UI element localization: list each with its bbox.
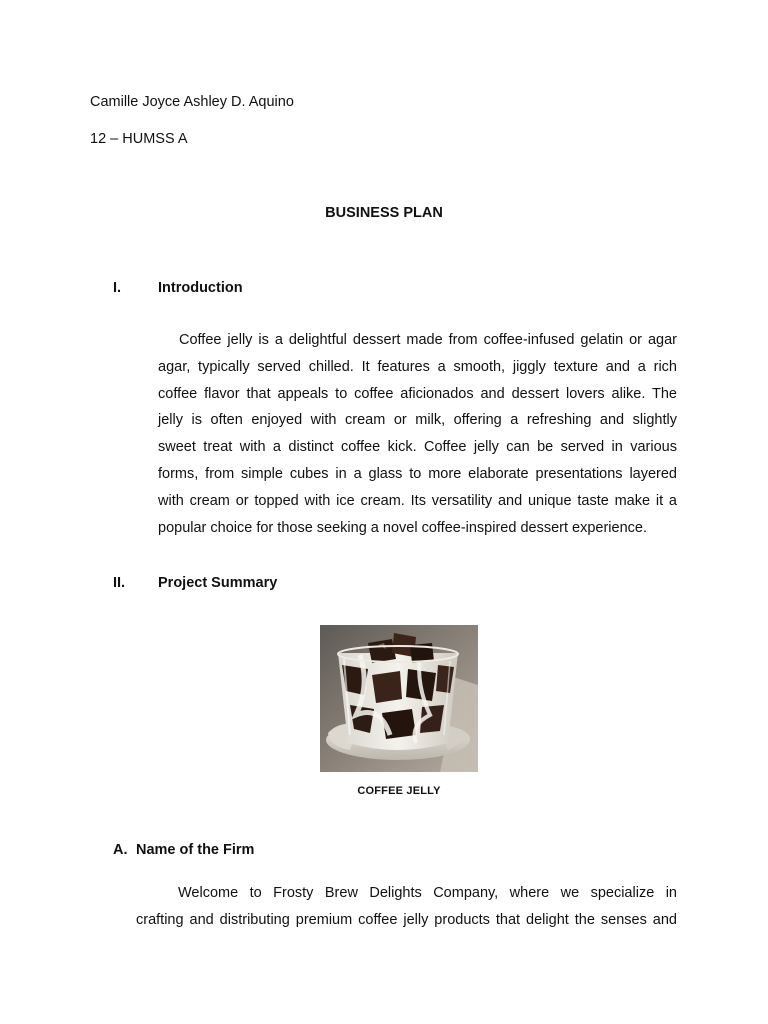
section-numeral-1: I.	[113, 280, 122, 296]
paragraph-line: Welcome to Frosty Brew Delights Company, where we specialize in	[178, 885, 677, 901]
paragraph-line: with cream or topped with ice cream. Its versatility and unique taste make it a	[158, 492, 677, 509]
paragraph-line: forms, from simple cubes in a glass to more elaborate presentations layered	[158, 465, 677, 482]
section-numeral-2: II.	[113, 575, 126, 591]
paragraph-line: Coffee jelly is a delightful dessert made from coffee-infused gelatin or agar	[179, 332, 677, 348]
class-section: 12 – HUMSS A	[90, 131, 188, 147]
paragraph-line: crafting and distributing premium coffee jelly products that delight the senses and	[136, 911, 677, 928]
subsection-heading-name-of-firm: Name of the Firm	[136, 842, 255, 858]
subsection-label: A.	[113, 842, 128, 858]
firm-paragraph	[136, 880, 677, 934]
document-title: BUSINESS PLAN	[325, 205, 443, 221]
paragraph-line: agar, typically served chilled. It features a smooth, jiggly texture and a rich	[158, 358, 677, 375]
figure-caption: COFFEE JELLY	[357, 785, 441, 797]
paragraph-line: popular choice for those seeking a novel coffee-inspired dessert experience.	[158, 519, 647, 536]
introduction-paragraph	[158, 327, 677, 541]
section-heading-project-summary: Project Summary	[158, 575, 278, 591]
paragraph-line: sweet treat with a distinct coffee kick. Coffee jelly can be served in various	[158, 439, 677, 456]
paragraph-line: jelly is often enjoyed with cream or milk, offering a refreshing and slightly	[158, 412, 677, 429]
author-name: Camille Joyce Ashley D. Aquino	[90, 94, 294, 110]
section-heading-introduction: Introduction	[158, 280, 243, 296]
paragraph-line: coffee flavor that appeals to coffee aficionados and dessert lovers alike. The	[158, 385, 677, 402]
coffee-jelly-image	[320, 625, 478, 772]
